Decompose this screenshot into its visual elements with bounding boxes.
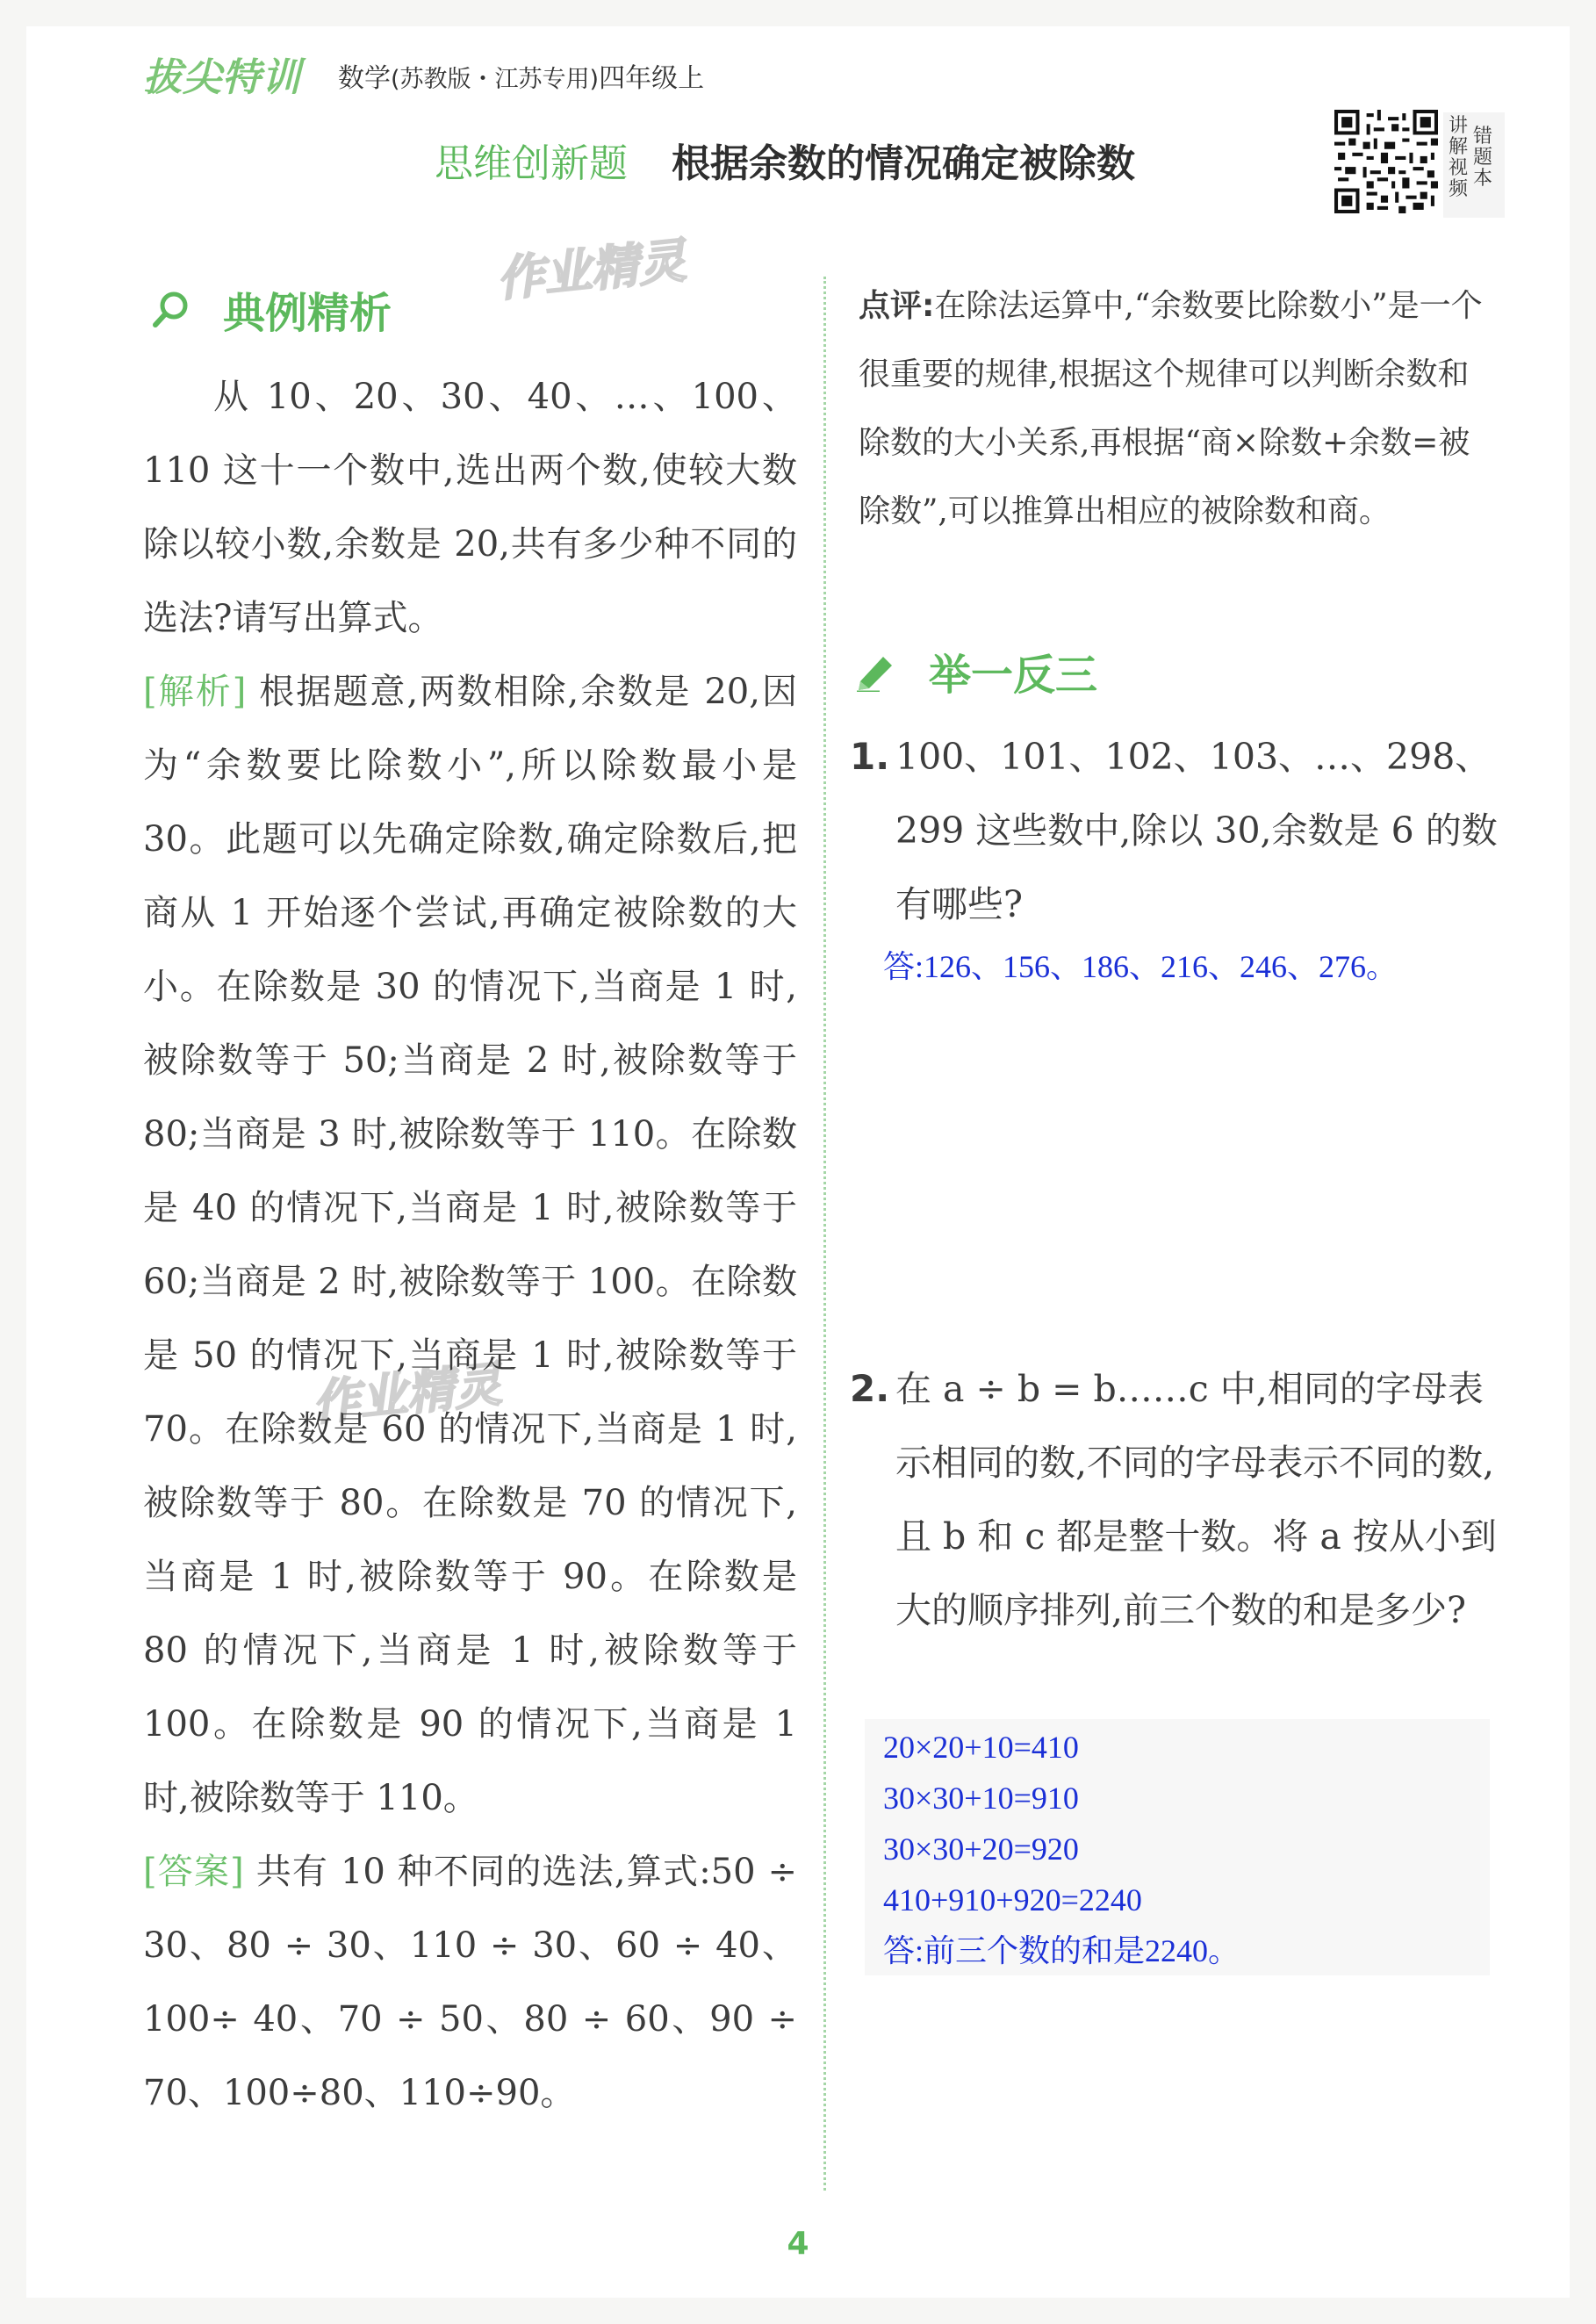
comment-label: 点评: [859, 288, 935, 324]
question-2-answer-line: 30×30+10=910 [883, 1781, 1079, 1816]
question-1-number: 1. [850, 735, 890, 778]
watermark: 作业精灵 [493, 232, 689, 308]
example-answer [143, 1835, 797, 2130]
analysis-tag: [解析] [143, 672, 247, 712]
book-subtitle [338, 56, 704, 95]
question-2-answer-line: 答:前三个数的和是2240。 [883, 1933, 1240, 1968]
topic-title: 根据余数的情况确定被除数 [672, 141, 1135, 186]
question-2-text: 在 a ÷ b = b……c 中,相同的字母表示相同的数,不同的字母表示不同的数,且 b 和 c 都是整十数。将 a 按从小到大的顺序排列,前三个数的和是多少? [895, 1368, 1497, 1631]
question-2-answer-line: 20×20+10=410 [883, 1730, 1079, 1765]
example-analysis [143, 655, 797, 1835]
subject: 数学 [338, 63, 391, 94]
practice-heading-text: 举一反三 [929, 651, 1098, 700]
question-1 [850, 720, 1501, 941]
qr-label-mistakes: 错题本 [1473, 126, 1493, 190]
qr-label [1443, 112, 1505, 218]
analysis-text: 根据题意,两数相除,余数是 20,因为“余数要比除数小”,所以除数最小是 30。此题可以先确定除数,确定除数后,把商从 1 开始逐个尝试,再确定被除数的大小。在除数是 30 的情况下,当商是 1 时,被除数等于 50;当商是 2 时,被除数等于 80;当商是 3 时,被除数等于 110。在除数是 40 的情况下,当商是 1 时,被除数等于 60;当商是 2 时,被除数等于 100。在除数是 50 的情况下,当商是 1 时,被除数等于 70。在除数是 60 的情况下,当商是 1 时,被除数等于 80。在除数是 70 的情况下,当商是 1 时,被除数等于 90。在除数是 80 的情况下,当商是 1 时,被除数等于 100。在除数是 90 的情况下,当商是 1 时,被除数等于 110。 [143, 672, 798, 1818]
qr-label-video: 讲解视频 [1449, 115, 1469, 200]
question-2-answer-line: 30×30+20=920 [883, 1831, 1079, 1867]
example-problem: 从 10、20、30、40、…、100、110 这十一个数中,选出两个数,使较大数除以较小数,余数是 20,共有多少种不同的选法?请写出算式。 [143, 377, 797, 638]
qr-code-icon[interactable] [1334, 110, 1438, 213]
brand-logo: 拔尖特训 [143, 55, 301, 100]
topic-heading [435, 132, 1135, 188]
magnifier-icon [151, 290, 191, 330]
comment-block [859, 272, 1499, 546]
question-2-answer-line: 410+910+920=2240 [883, 1882, 1142, 1917]
example-body [143, 360, 797, 2130]
comment-text: 在除法运算中,“余数要比除数小”是一个很重要的规律,根据这个规律可以判断余数和除数的大小关系,再根据“商×除数+余数=被除数”,可以推算出相应的被除数和商。 [859, 288, 1483, 529]
pencil-icon [853, 651, 897, 692]
page-number: 4 [787, 2226, 809, 2262]
answer-text: 共有 10 种不同的选法,算式:50 ÷ 30、80 ÷ 30、110 ÷ 30、60 ÷ 40、100÷ 40、70 ÷ 50、80 ÷ 60、90 ÷ 70、100÷80、110÷90。 [143, 1852, 797, 2113]
question-1-text: 100、101、102、103、…、298、299 这些数中,除以 30,余数是 6 的数有哪些? [895, 736, 1498, 925]
question-1-answer[interactable]: 答:126、156、186、216、246、276。 [883, 949, 1398, 984]
practice-heading [853, 641, 1097, 702]
watermark: 作业精灵 [309, 1356, 505, 1432]
example-heading-text: 典例精析 [223, 289, 392, 338]
grade: 四年级上 [599, 63, 705, 94]
edition: (苏教版・江苏专用) [391, 66, 600, 93]
question-2 [850, 1352, 1501, 1647]
question-2-number: 2. [850, 1367, 890, 1410]
answer-tag: [答案] [143, 1852, 244, 1892]
column-divider [823, 277, 826, 2191]
topic-tag: 思维创新题 [435, 141, 628, 186]
example-heading [151, 279, 392, 340]
